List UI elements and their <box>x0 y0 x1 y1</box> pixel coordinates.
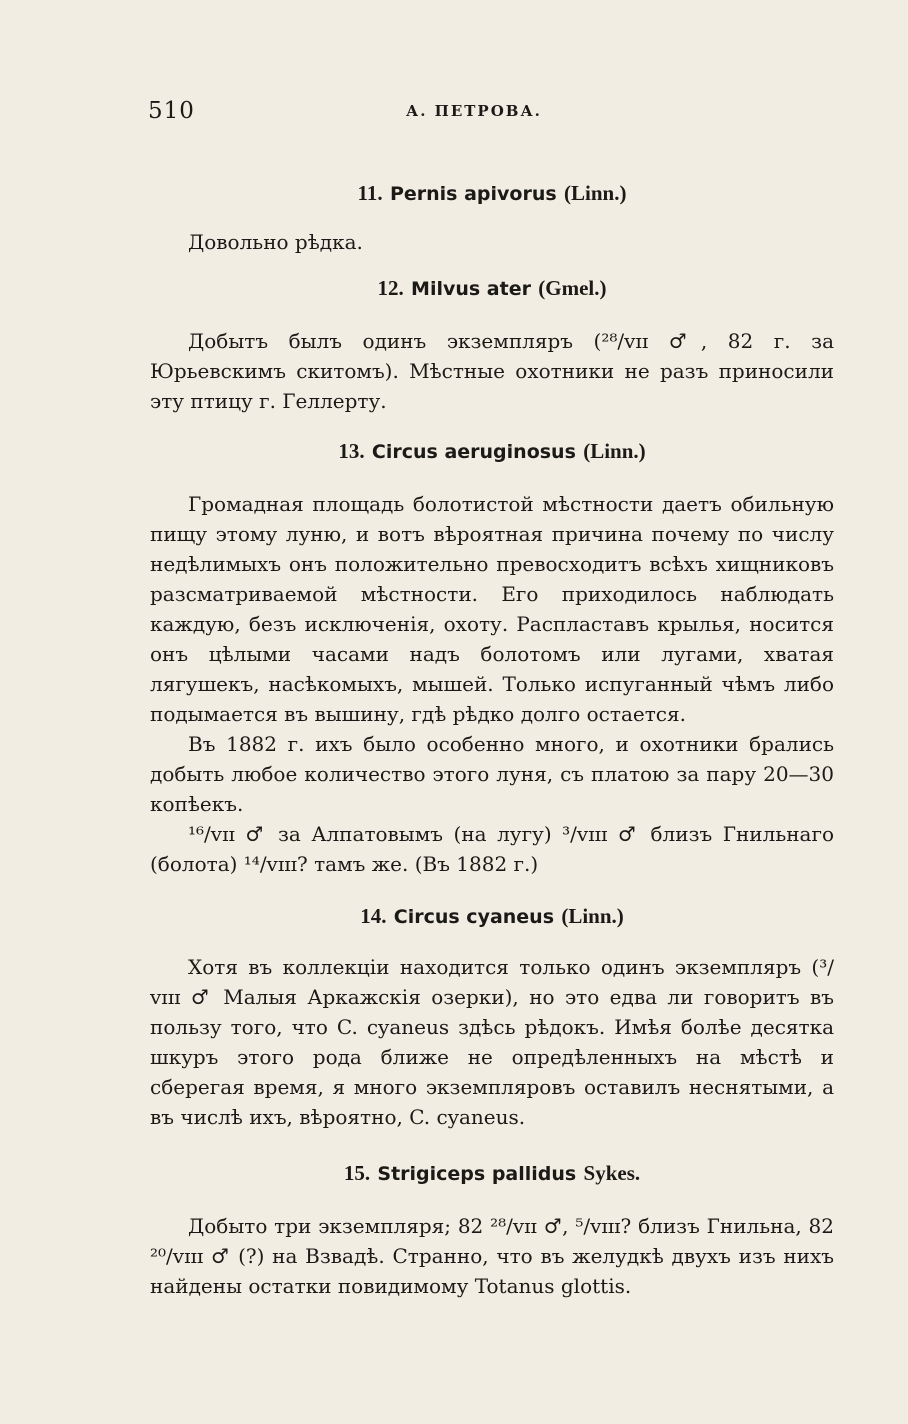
species-number: 15. <box>343 1161 371 1185</box>
species-authority: (Linn.) <box>583 439 646 463</box>
species-number: 13. <box>338 439 365 463</box>
species-heading <box>150 901 834 932</box>
species-authority: Sykes. <box>583 1161 641 1185</box>
species-latin-name: Strigiceps pallidus <box>377 1163 577 1185</box>
species-authority: (Linn.) <box>561 904 624 928</box>
species-authority: (Gmel.) <box>538 276 607 300</box>
species-latin-name: Milvus ater <box>411 278 531 300</box>
species-paragraph: Въ 1882 г. ихъ было особенно много, и охотники брались добыть любое количество этого луня, съ платою за пару 20—30 копѣекъ. <box>150 732 834 816</box>
species-heading <box>150 273 834 304</box>
species-latin-name: Circus cyaneus <box>393 906 555 928</box>
species-paragraph: Добытъ былъ одинъ экземпляръ (²⁸/ᴠɪɪ ♂, 82 г. за Юрьевскимъ скитомъ). Мѣстные охотники не разъ приносили эту птицу г. Геллерту. <box>150 329 834 413</box>
species-paragraph: Довольно рѣдка. <box>188 230 363 254</box>
species-latin-name: Circus aeruginosus <box>371 441 576 463</box>
species-heading <box>150 1158 834 1189</box>
species-heading <box>150 436 834 467</box>
species-paragraph: Хотя въ коллекціи находится только одинъ экземпляръ (³/ᴠɪɪɪ ♂ Малыя Аркажскія озерки), но это едва ли говоритъ въ пользу того, что C. cyaneus здѣсь рѣдокъ. Имѣя болѣе десятка шкуръ этого рода ближе не опредѣленныхъ на мѣстѣ и сберегая время, я много экземпляровъ оставилъ неснятыми, а въ числѣ ихъ, вѣроятно, C. cyaneus. <box>150 955 834 1129</box>
species-number: 12. <box>377 276 404 300</box>
species-paragraph: Добыто три экземпляря; 82 ²⁸/ᴠɪɪ ♂, ⁵/ᴠɪɪɪ? близъ Гнильна, 82 ²⁰/ᴠɪɪɪ ♂ (?) на Взвадѣ. Странно, что въ желудкѣ двухъ изъ нихъ найдены остатки повидимому Totanus glottis. <box>150 1214 834 1298</box>
page-body <box>150 172 834 1301</box>
species-heading <box>150 178 834 209</box>
species-number: 11. <box>357 181 383 205</box>
species-number: 14. <box>360 904 387 928</box>
species-authority: (Linn.) <box>564 181 627 205</box>
running-head <box>148 98 833 128</box>
running-head-author: А. ПЕТРОВА. <box>406 102 542 120</box>
species-paragraph: Громадная площадь болотистой мѣстности даетъ обильную пищу этому луню, и вотъ вѣроятная причина почему по числу недѣлимыхъ онъ положительно превосходитъ всѣхъ хищниковъ разсматриваемой мѣстности. Его приходилось наблюдать каждую, безъ исключенія, охоту. Распластавъ крылья, носится онъ цѣлыми часами надъ болотомъ или лугами, хватая лягушекъ, насѣкомыхъ, мышей. Только испуганный чѣмъ либо подымается въ вышину, гдѣ рѣдко долго остается. <box>150 492 834 726</box>
specimen-record: ¹⁶/ᴠɪɪ ♂ за Алпатовымъ (на лугу) ³/ᴠɪɪɪ ♂ близъ Гнильнаго (болота) ¹⁴/ᴠɪɪɪ? тамъ же. (Въ 1882 г.) <box>150 822 834 876</box>
species-latin-name: Pernis apivorus <box>389 183 557 205</box>
page-number: 510 <box>148 98 195 124</box>
